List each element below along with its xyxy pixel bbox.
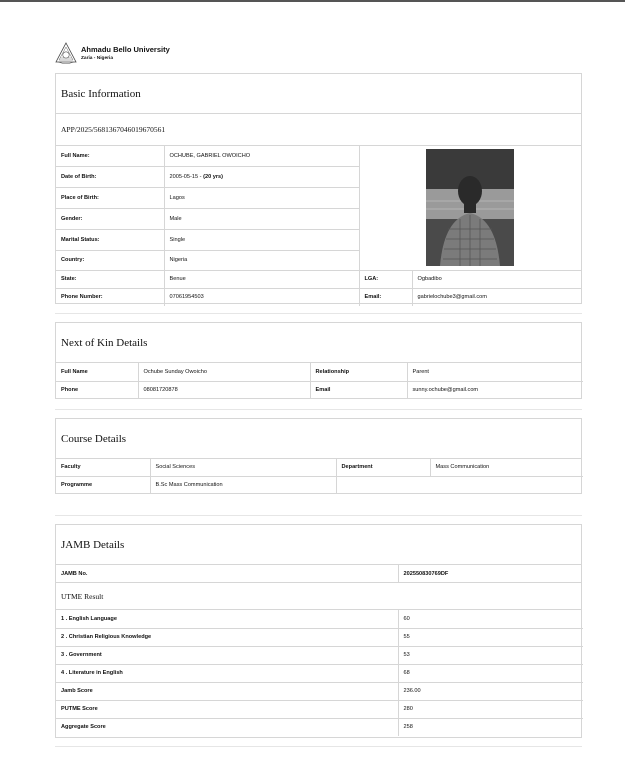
faculty-label: Faculty xyxy=(56,459,150,476)
divider xyxy=(55,409,582,410)
table-row xyxy=(56,646,583,664)
empty-cell xyxy=(336,476,583,494)
application-id: APP/2025/5681367046019670561 xyxy=(56,114,581,146)
jamb-no-value: 202550830769DF xyxy=(398,565,583,582)
full-name-label: Full Name: xyxy=(56,146,164,166)
pob-label: Place of Birth: xyxy=(56,187,164,208)
phone-label: Phone Number: xyxy=(56,288,164,306)
utme-result-heading: UTME Result xyxy=(56,582,581,610)
table-row xyxy=(56,700,583,718)
subject-score: 68 xyxy=(398,664,583,682)
section-title: Basic Information xyxy=(56,74,581,114)
jamb-score-value: 236.00 xyxy=(398,682,583,700)
faculty-value: Social Sciences xyxy=(150,459,336,476)
kin-name-label: Full Name xyxy=(56,363,138,381)
putme-score-value: 280 xyxy=(398,700,583,718)
department-value: Mass Communication xyxy=(430,459,583,476)
table-row xyxy=(56,610,583,628)
next-of-kin-section xyxy=(55,322,582,399)
top-border xyxy=(0,0,625,2)
department-label: Department xyxy=(336,459,430,476)
marital-label: Marital Status: xyxy=(56,229,164,250)
kin-phone-value: 08081720878 xyxy=(138,381,310,399)
marital-value: Single xyxy=(164,229,359,250)
subject-name: 3 . Government xyxy=(56,646,398,664)
lga-label: LGA: xyxy=(359,270,412,288)
gender-label: Gender: xyxy=(56,208,164,229)
table-row xyxy=(56,381,583,399)
aggregate-score-value: 258 xyxy=(398,718,583,736)
subject-name: 2 . Christian Religious Knowledge xyxy=(56,628,398,646)
table-row xyxy=(56,664,583,682)
table-row xyxy=(56,363,583,381)
basic-info-table xyxy=(56,146,581,306)
email-value: gabrielochube3@gmail.com xyxy=(412,288,581,306)
subject-name: 4 . Literature in English xyxy=(56,664,398,682)
subject-score: 60 xyxy=(398,610,583,628)
dob-date: 2005-05-15 - xyxy=(169,173,204,180)
state-label: State: xyxy=(56,270,164,288)
section-title: Course Details xyxy=(56,419,581,459)
photo-cell xyxy=(359,146,581,270)
subject-score: 53 xyxy=(398,646,583,664)
table-row xyxy=(56,270,581,288)
course-table xyxy=(56,459,583,494)
lga-value: Ogbadibo xyxy=(412,270,581,288)
state-value: Benue xyxy=(164,270,359,288)
kin-email-value: sunny.ochube@gmail.com xyxy=(407,381,583,399)
gender-value: Male xyxy=(164,208,359,229)
divider xyxy=(55,313,582,314)
divider xyxy=(55,515,582,516)
putme-score-label: PUTME Score xyxy=(56,700,398,718)
divider xyxy=(55,746,582,747)
kin-table xyxy=(56,363,583,399)
full-name-value: OCHUBE, GABRIEL OWOICHO xyxy=(164,146,359,166)
country-label: Country: xyxy=(56,250,164,270)
course-details-section xyxy=(55,418,582,494)
table-row xyxy=(56,718,583,736)
phone-value: 07061954503 xyxy=(164,288,359,306)
jamb-details-section xyxy=(55,524,582,738)
jamb-no-table xyxy=(56,565,583,582)
subject-name: 1 . English Language xyxy=(56,610,398,628)
university-location: Zaria - Nigeria xyxy=(81,56,113,61)
email-label: Email: xyxy=(359,288,412,306)
kin-phone-label: Phone xyxy=(56,381,138,399)
jamb-score-label: Jamb Score xyxy=(56,682,398,700)
table-row xyxy=(56,565,583,582)
table-row xyxy=(56,628,583,646)
subject-score: 55 xyxy=(398,628,583,646)
aggregate-score-label: Aggregate Score xyxy=(56,718,398,736)
kin-name-value: Ochube Sunday Owoicho xyxy=(138,363,310,381)
jamb-no-label: JAMB No. xyxy=(56,565,398,582)
kin-rel-value: Parent xyxy=(407,363,583,381)
dob-age: (20 yrs) xyxy=(203,173,223,180)
kin-email-label: Email xyxy=(310,381,407,399)
passport-photo xyxy=(426,149,514,266)
dob-label: Date of Birth: xyxy=(56,166,164,187)
section-title: Next of Kin Details xyxy=(56,323,581,363)
table-row xyxy=(56,146,581,166)
table-row xyxy=(56,459,583,476)
kin-rel-label: Relationship xyxy=(310,363,407,381)
programme-value: B.Sc Mass Communication xyxy=(150,476,336,494)
university-name: Ahmadu Bello University xyxy=(81,45,170,54)
basic-information-section xyxy=(55,73,582,304)
programme-label: Programme xyxy=(56,476,150,494)
university-logo-icon xyxy=(55,42,77,64)
pob-value: Lagos xyxy=(164,187,359,208)
table-row xyxy=(56,682,583,700)
dob-value xyxy=(164,166,359,187)
utme-table xyxy=(56,610,583,736)
table-row xyxy=(56,476,583,494)
section-title: JAMB Details xyxy=(56,525,581,565)
country-value: Nigeria xyxy=(164,250,359,270)
table-row xyxy=(56,288,581,306)
